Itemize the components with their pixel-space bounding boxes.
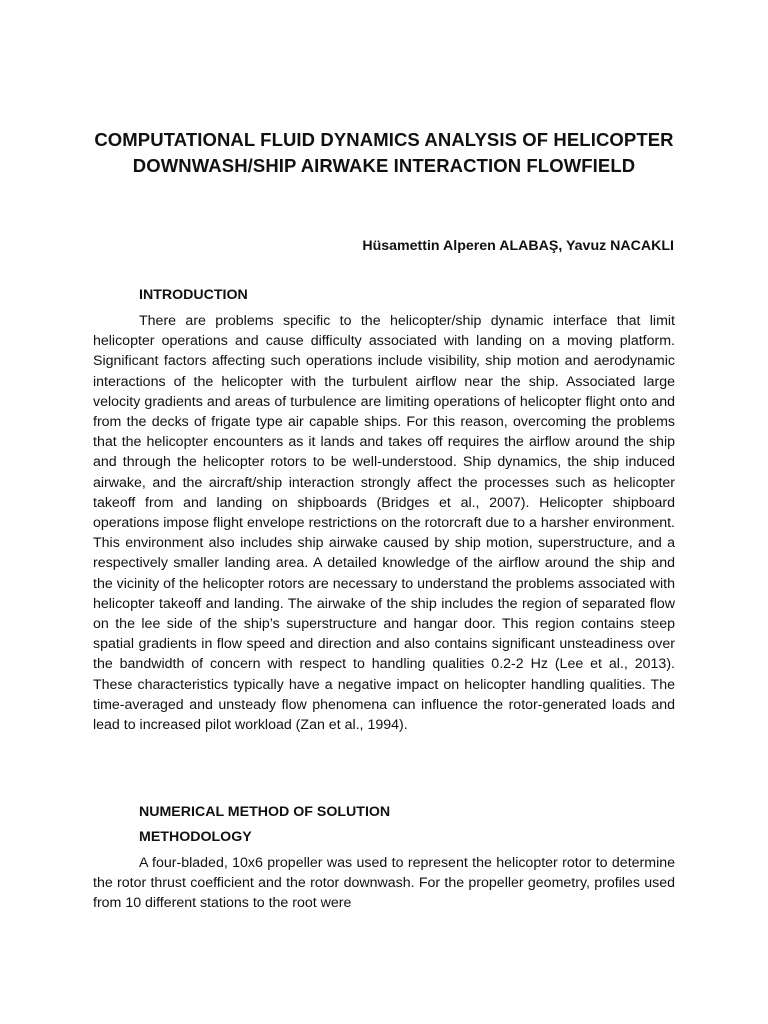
section-heading-methodology: METHODOLOGY [139, 829, 252, 845]
section-heading-introduction: INTRODUCTION [139, 287, 248, 303]
introduction-paragraph: There are problems specific to the helicopter/ship dynamic interface that limit helicopter operations and cause difficulty associated with landing on a moving platform. Significant factors affecting such operations include visibility, ship motion and aerodynamic interactions of the helicopter with the turbulent airflow near the ship. Associated large velocity gradients and areas of turbulence are limiting operations of helicopter flight onto and from the decks of frigate type air capable ships. For this reason, overcoming the problems that the helicopter encounters as it lands and takes off requires the airflow around the ship and through the helicopter rotors to be well-understood. Ship dynamics, the ship induced airwake, and the aircraft/ship interaction strongly affect the processes such as helicopter takeoff from and landing on shipboards (Bridges et al., 2007). Helicopter shipboard operations impose flight envelope restrictions on the rotorcraft due to a harsher environment. This environment also includes ship airwake caused by ship motion, superstructure, and a respectively smaller landing area. A detailed knowledge of the airflow around the ship and the vicinity of the helicopter rotors are necessary to understand the problems associated with helicopter takeoff and landing. The airwake of the ship includes the region of separated flow on the lee side of the ship’s superstructure and hangar door. This region contains steep spatial gradients in flow speed and direction and also contains significant unsteadiness over the bandwidth of concern with respect to handling qualities 0.2-2 Hz (Lee et al., 2013). These characteristics typically have a negative impact on helicopter handling qualities. The time-averaged and unsteady flow phenomena can influence the rotor-generated loads and lead to increased pilot workload (Zan et al., 1994). [93, 313, 675, 734]
paper-authors: Hüsamettin Alperen ALABAŞ, Yavuz NACAKLI [362, 238, 674, 254]
section-heading-numerical-method: NUMERICAL METHOD OF SOLUTION [139, 804, 391, 820]
paper-title: COMPUTATIONAL FLUID DYNAMICS ANALYSIS OF HELICOPTER DOWNWASH/SHIP AIRWAKE INTERACTION FLOWFIELD [94, 129, 674, 176]
methodology-paragraph: A four-bladed, 10x6 propeller was used to represent the helicopter rotor to determine the rotor thrust coefficient and the rotor downwash. For the propeller geometry, profiles used from 10 different stations to the root were [93, 855, 675, 912]
